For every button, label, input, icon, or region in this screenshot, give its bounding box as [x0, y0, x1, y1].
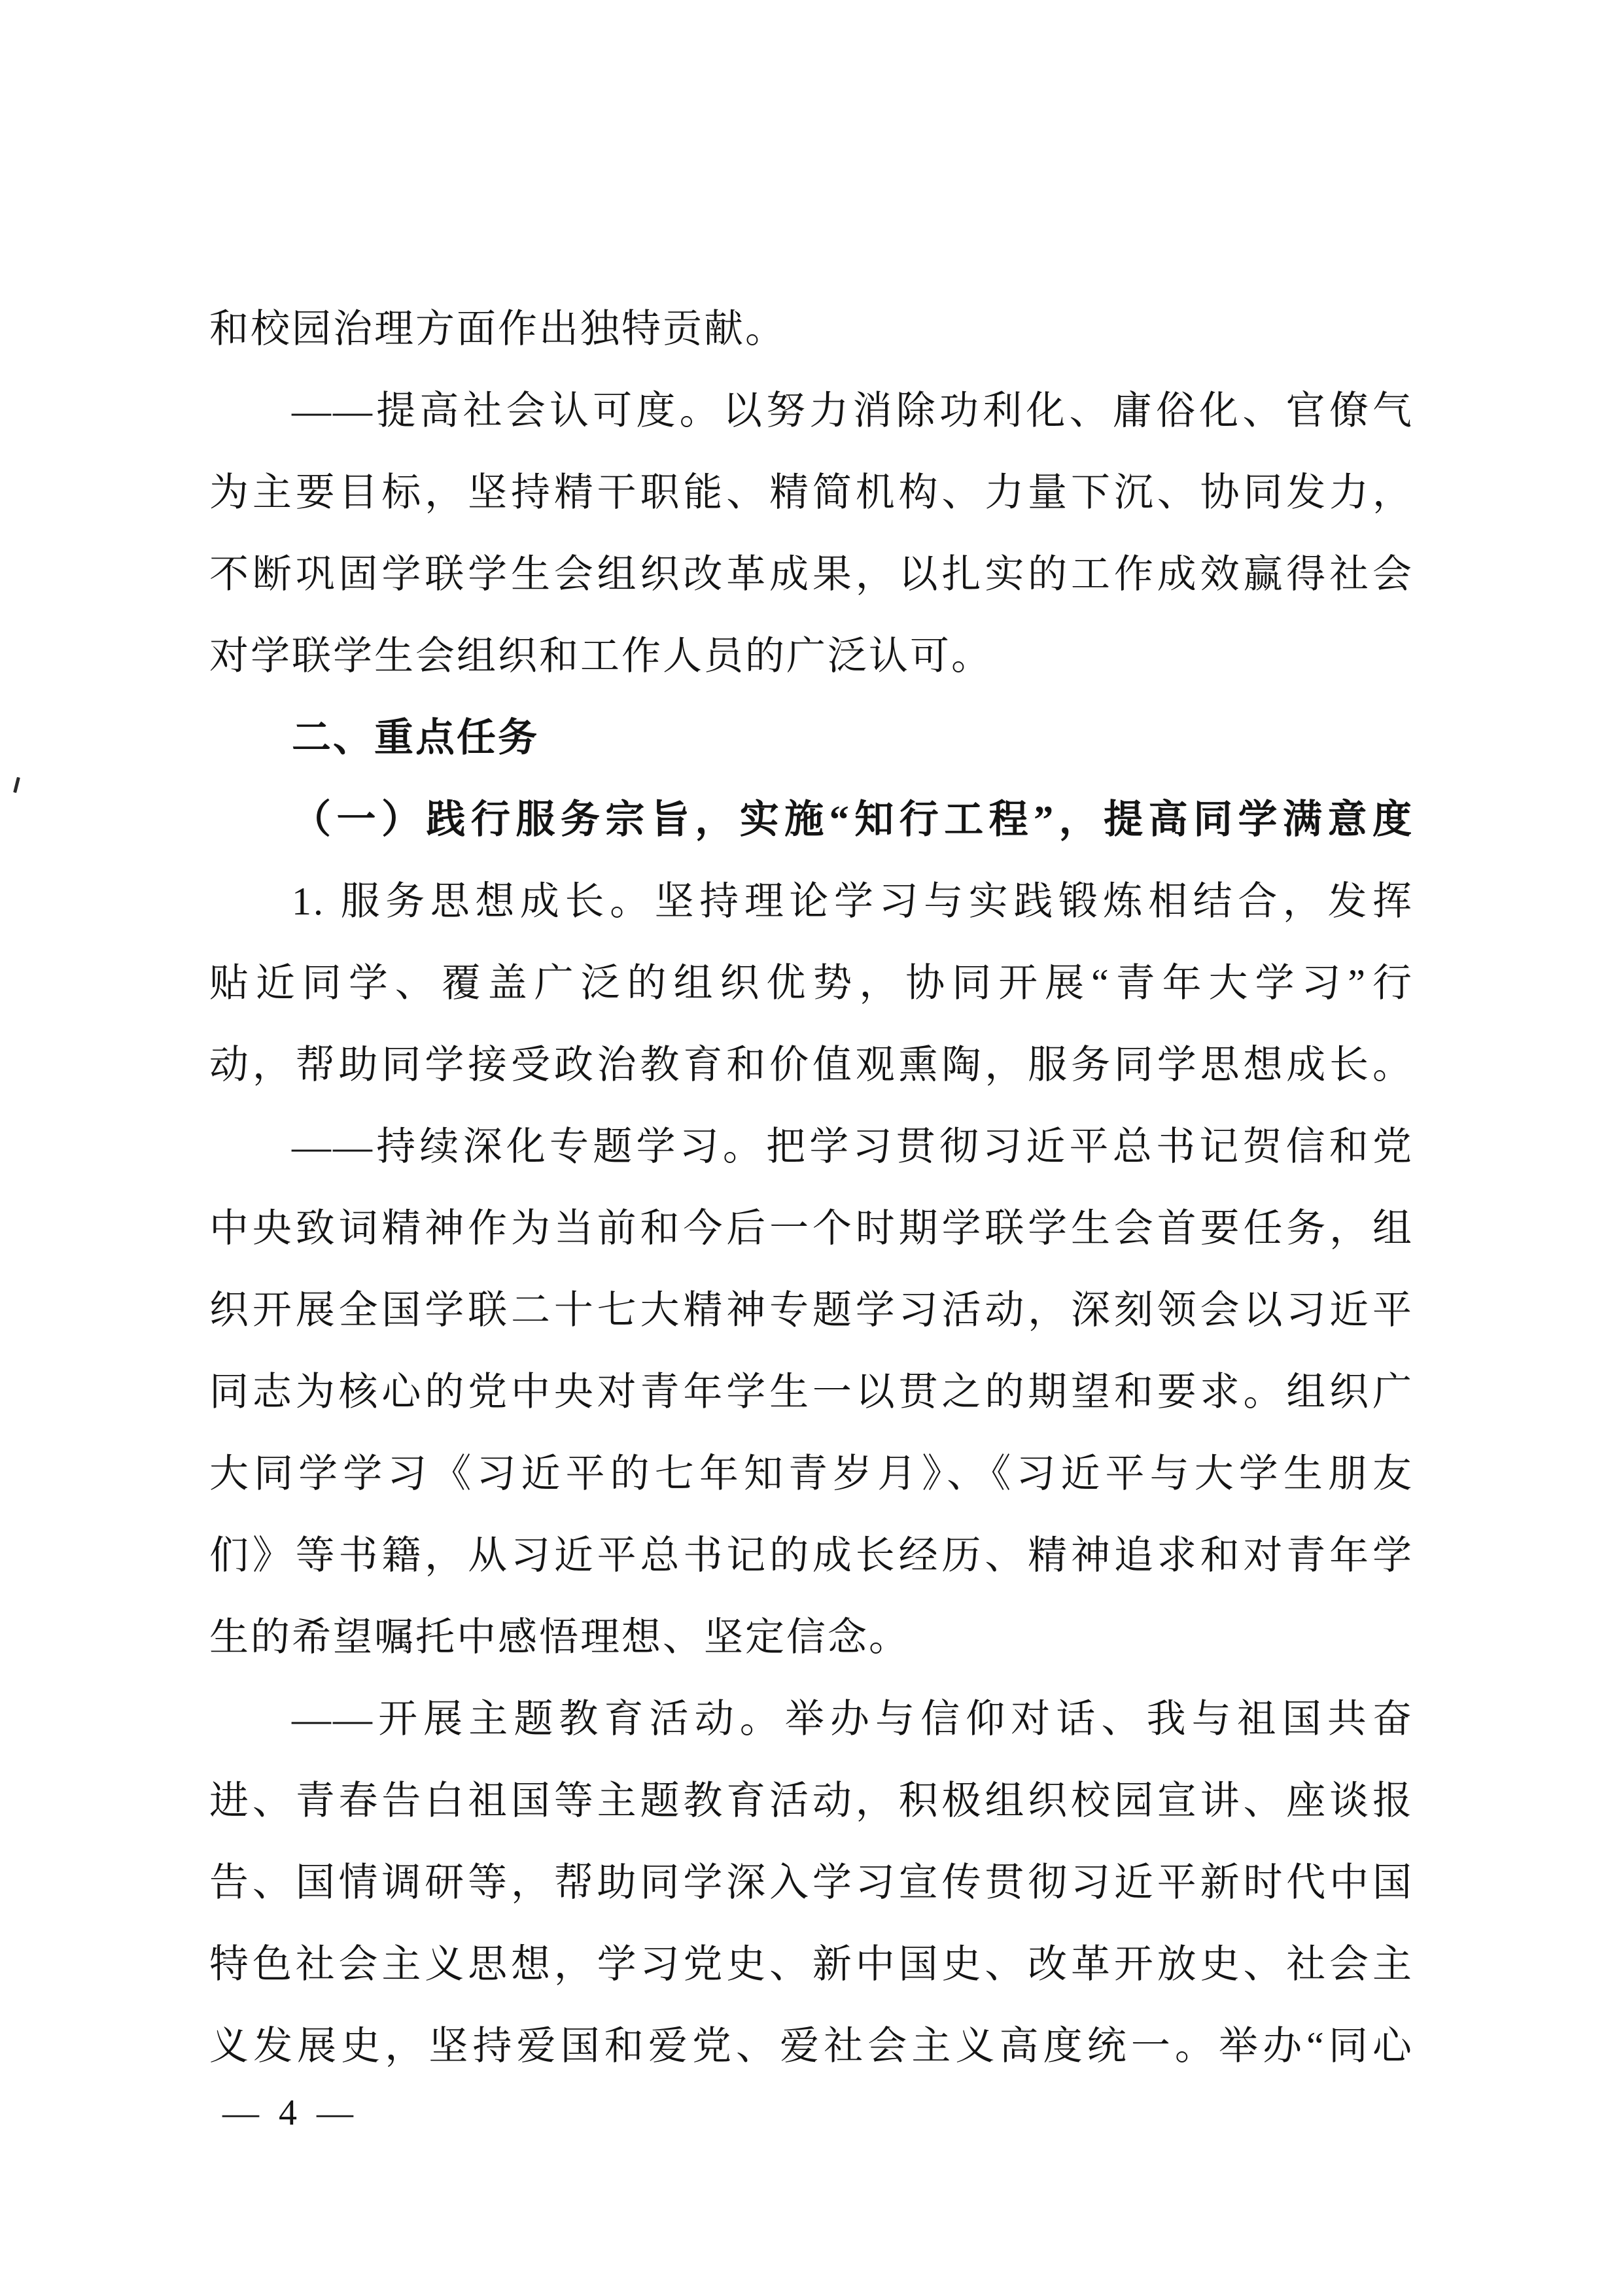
body-line: 生的希望嘱托中感悟理想、坚定信念。	[209, 1616, 910, 1659]
body-line: 对学联学生会组织和工作人员的广泛认可。	[209, 635, 992, 678]
body-line: 贴近同学、覆盖广泛的组织优势，协同开展“青年大学习”行	[209, 962, 1414, 1005]
body-line: 同志为核心的党中央对青年学生一以贯之的期望和要求。组织广	[209, 1370, 1414, 1414]
dash-paragraph-line: ——提高社会认可度。以努力消除功利化、庸俗化、官僚气	[292, 389, 1414, 432]
body-line: 义发展史，坚持爱国和爱党、爱社会主义高度统一。举办“同心	[209, 2025, 1414, 2068]
dash-paragraph-line: ——持续深化专题学习。把学习贯彻习近平总书记贺信和党	[292, 1125, 1414, 1168]
section-heading: 二、重点任务	[292, 716, 539, 759]
body-line: 特色社会主义思想，学习党史、新中国史、改革开放史、社会主	[209, 1943, 1414, 1986]
body-line: 织开展全国学联二十七大精神专题学习活动，深刻领会以习近平	[209, 1289, 1414, 1332]
scan-artifact-mark	[13, 777, 20, 793]
dash-paragraph-line: ——开展主题教育活动。举办与信仰对话、我与祖国共奋	[292, 1697, 1414, 1741]
body-line: 中央致词精神作为当前和今后一个时期学联学生会首要任务，组	[209, 1207, 1414, 1250]
page-number: — 4 —	[222, 2093, 358, 2133]
body-line: 们》等书籍，从习近平总书记的成长经历、精神追求和对青年学	[209, 1534, 1414, 1577]
body-line: 不断巩固学联学生会组织改革成果，以扎实的工作成效赢得社会	[209, 553, 1414, 596]
body-line: 大同学学习《习近平的七年知青岁月》、《习近平与大学生朋友	[209, 1452, 1414, 1495]
body-line: 告、国情调研等，帮助同学深入学习宣传贯彻习近平新时代中国	[209, 1861, 1414, 1904]
body-line: 动，帮助同学接受政治教育和价值观熏陶，服务同学思想成长。	[209, 1043, 1414, 1087]
subsection-heading: （一）践行服务宗旨，实施“知行工程”，提高同学满意度	[292, 798, 1414, 841]
body-line: 和校园治理方面作出独特贡献。	[209, 307, 786, 351]
body-line: 为主要目标，坚持精干职能、精简机构、力量下沉、协同发力，	[209, 471, 1414, 514]
numbered-item-line: 1. 服务思想成长。坚持理论学习与实践锻炼相结合，发挥	[292, 880, 1414, 923]
body-line: 进、青春告白祖国等主题教育活动，积极组织校园宣讲、座谈报	[209, 1779, 1414, 1822]
document-body	[209, 288, 1414, 2087]
